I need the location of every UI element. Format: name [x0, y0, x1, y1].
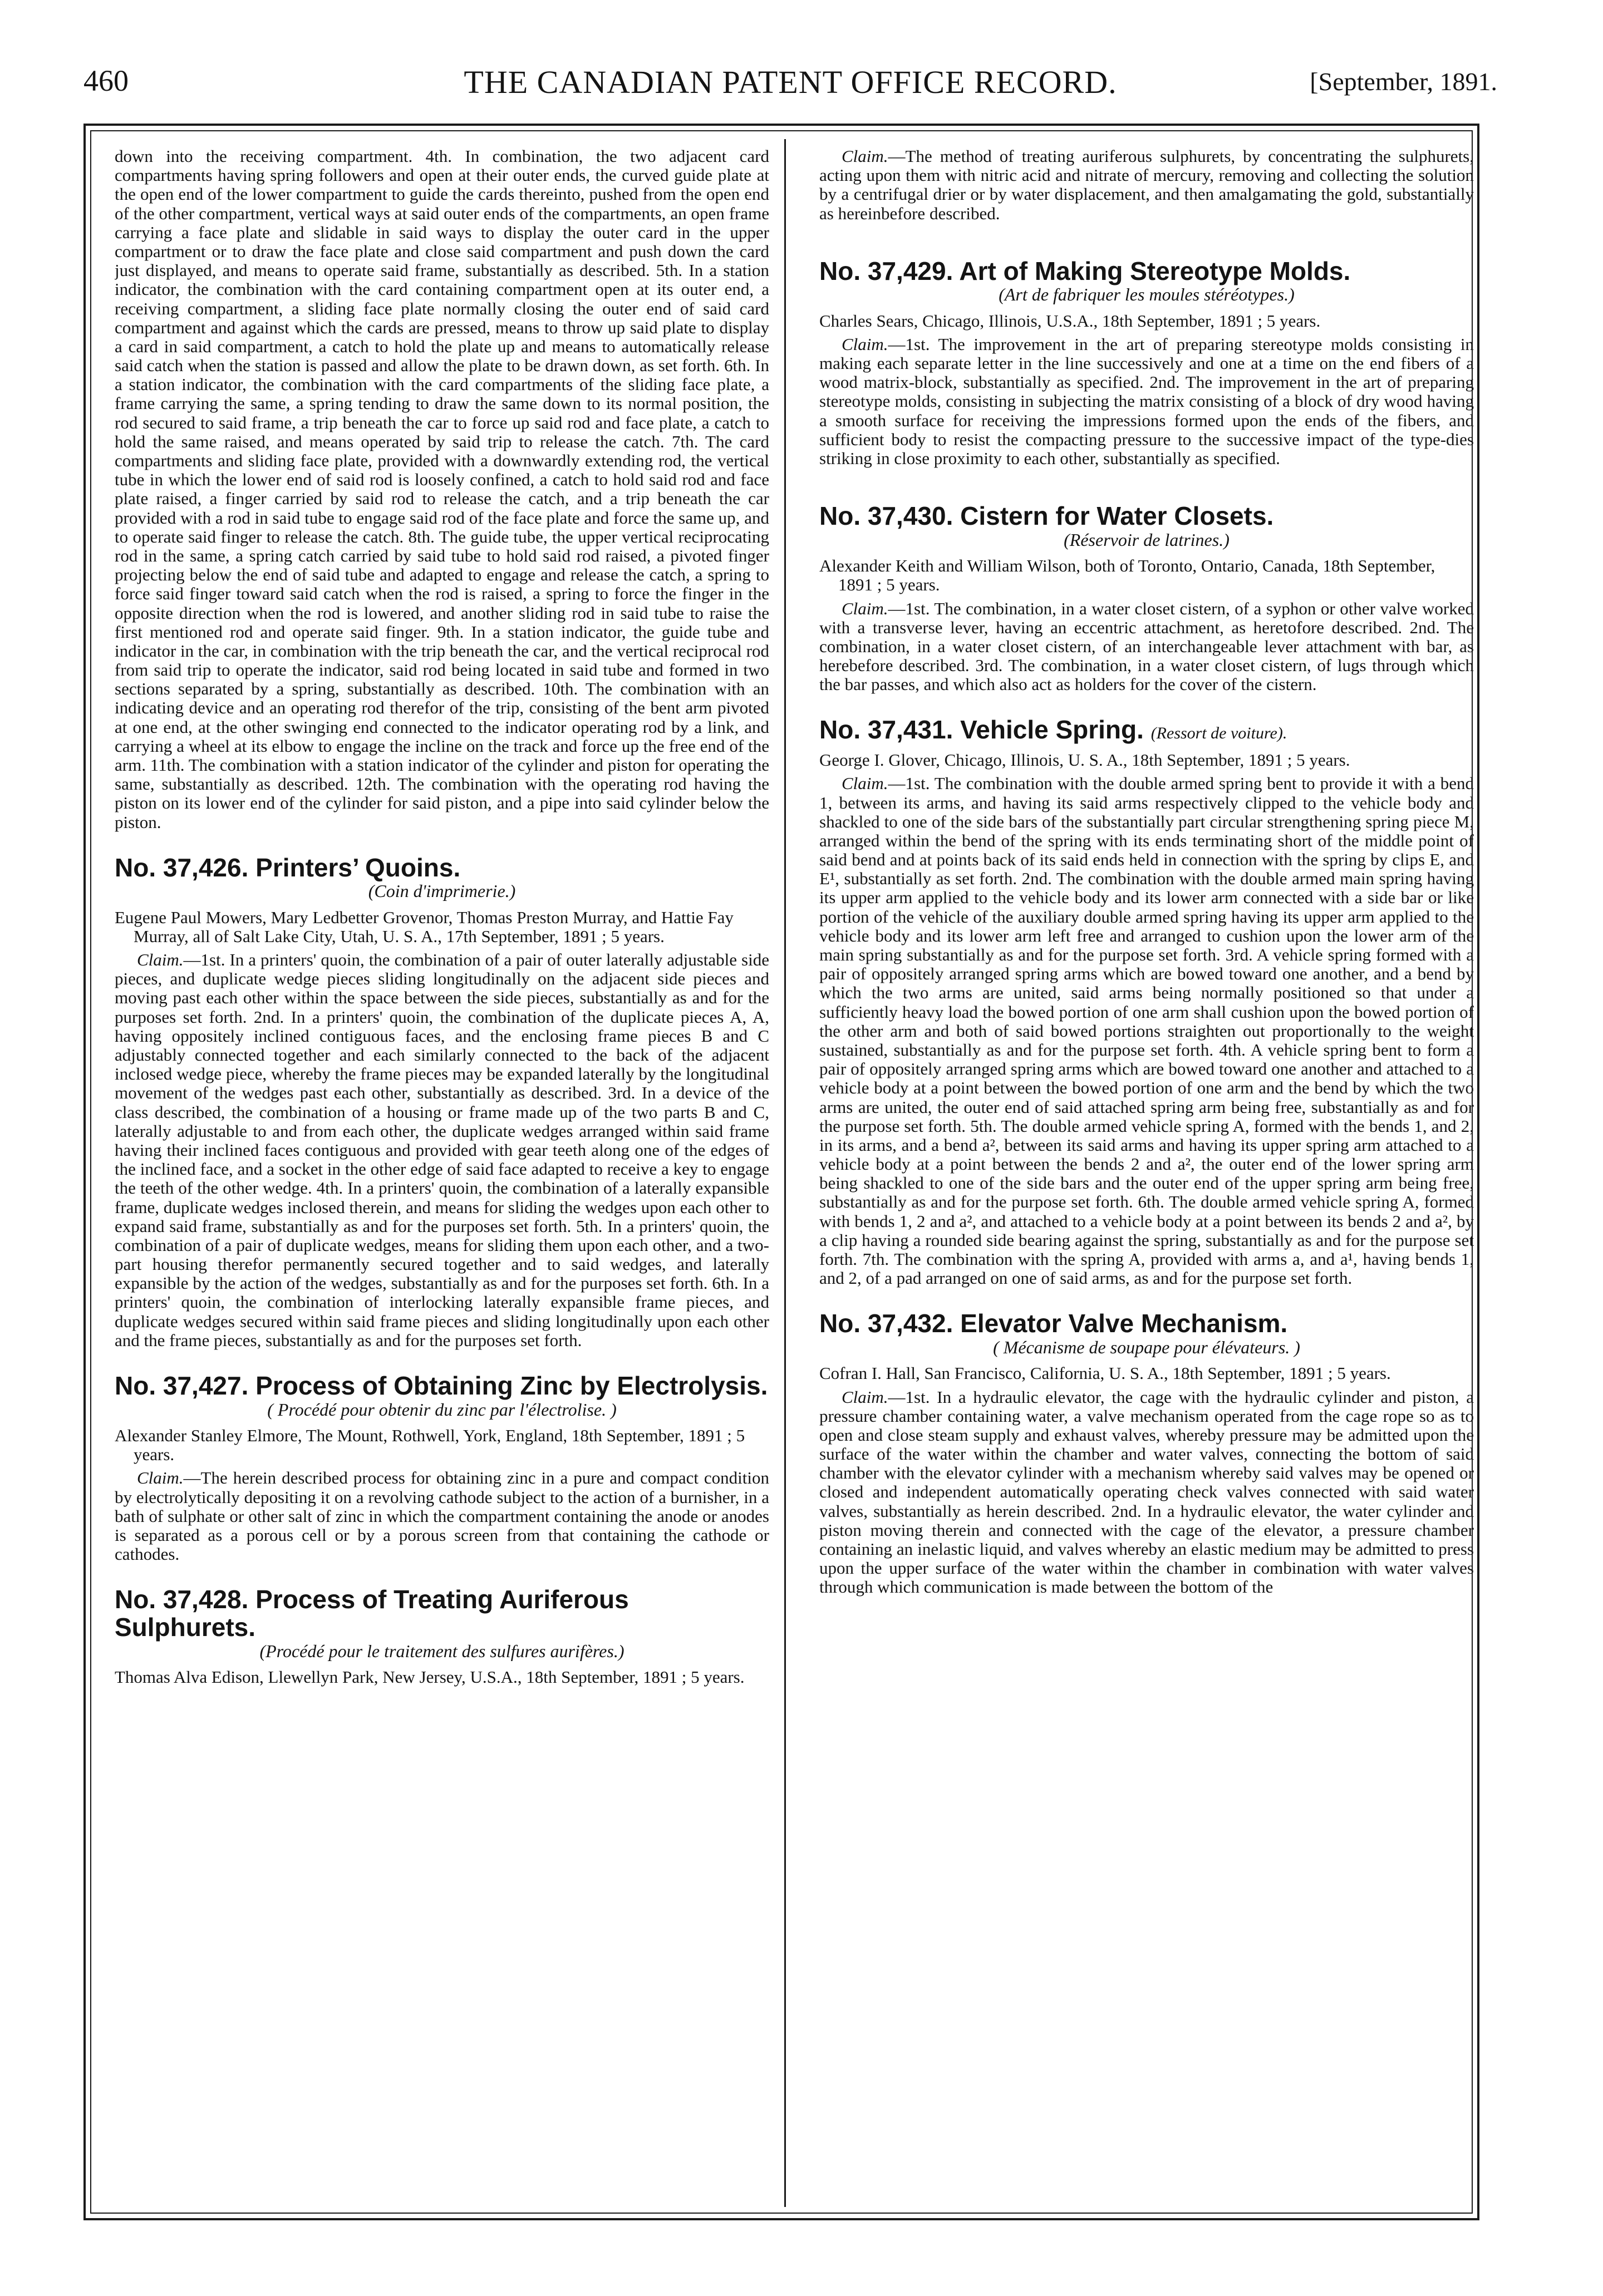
claim-text: —1st. The improvement in the art of preparing stereotype molds consisting in making each separate letter in the line successively and one at a time on the end fibers of a wood matrix-block, substantially as specified. 2nd. The improvement in the art of preparing stereotype molds, consisting in subjecting the matrix consisting of a block of dry wood having a smooth surface for receiving the impressions formed upon the ends of the fibers, and sufficient body to resist the compacting pressure to the successive impact of the type-dies striking in close proximity to each other, substantially as specified. — [819, 334, 1474, 469]
patent-claim-37427 — [115, 1469, 769, 1564]
page-header — [83, 60, 1497, 108]
patent-french-title-37432: ( Mécanisme de soupape pour élévateurs. ) — [993, 1337, 1300, 1358]
claim-label: Claim. — [842, 147, 888, 166]
patent-parties-37428: Thomas Alva Edison, Llewellyn Park, New Jersey, U.S.A., 18th September, 1891 ; 5 years. — [115, 1667, 745, 1687]
patent-claim-37429 — [819, 335, 1474, 468]
claim-text: —1st. In a hydraulic elevator, the cage with the hydraulic cylinder and piston, a pressure chamber containing water, a valve mechanism operated from the cage rope so as to open and close steam supply and exhaust valves, whereby pressure may be admitted upon the surface of the water within the chamber and water valves, connecting the bottom of said chamber with the elevator cylinder with a mechanism whereby said valves may be opened or closed and independent automatically operating check valves connected with said water valves, substantially as herein described. 2nd. In a hydraulic elevator, the water cylinder and piston moving therein and connected with the cage of the elevator, a pressure chamber containing an inelastic liquid, and valves whereby an elastic medium may be admitted to press upon the upper surface of the water within the chamber in combination with water valves through which communication is made between the bottom of the — [819, 1387, 1474, 1597]
patent-heading-37432: No. 37,432. Elevator Valve Mechanism. — [819, 1309, 1288, 1338]
left-column — [115, 147, 769, 2200]
patent-french-title-37427: ( Procédé pour obtenir du zinc par l'électrolise. ) — [267, 1399, 617, 1420]
claim-label: Claim. — [842, 598, 888, 618]
continued-claims: down into the receiving compartment. 4th. In combination, the two adjacent card compartments having spring followers and open at their outer ends, the curved guide plate at the open end of the lower compartment to guide the cards thereinto, pushed from the open end of the other compartment, vertical ways at said outer ends of the compartments, an open frame carrying a face plate and slidable in said ways to display the outer card in the upper compartment or to draw the face plate and close said compartment and push down the card just displayed, and means to operate said frame, substantially as described. 5th. In a station indicator, the combination with the card containing compartment open at its outer end, a receiving compartment, a sliding face plate normally closing the outer end of said card compartment and against which the cards are pressed, means to throw up said plate to display a card in said compartment, a catch to hold the plate up and means to automatically release said catch when the station is passed and allow the plate to be drawn down, as set forth. 6th. In a station indicator, the combination with the card compartments of the sliding face plate, a frame carrying the same, a spring tending to draw the same down to its normal position, the rod secured to said frame, a trip beneath the car to force up said rod and face plate, a catch to hold the same raised, and means operated by said trip to release the catch. 7th. The card compartments and sliding face plate, provided with a downwardly extending rod, the vertical tube in which the lower end of said rod is loosely confined, a catch to hold said rod and face plate raised, a finger carried by said rod to release the catch, and a trip beneath the car provided with a rod in said tube to engage said rod of the face plate and force the same up, and to operate said finger to release the catch. 8th. The guide tube, the upper vertical reciprocating rod in the same, a spring catch carried by said tube to hold said rod raised, a pivoted finger projecting below the end of said tube and adapted to engage and release the catch, a spring to force said finger toward said catch when the rod is raised, a spring to force the finger in the opposite direction when the rod is lowered, and another sliding rod in said tube to raise the first mentioned rod and operate said finger. 9th. In a station indicator, the guide tube and indicator in the car, in combination with the trip beneath the car, and the vertical reciprocal rod from said trip to operate the indicator, said rod being located in said tube and formed in two sections separated by a spring, substantially as described. 10th. The combination with an indicating device and an operating rod therefor of the trip, consisting of the bent arm pivoted at one end, at the other swinging end connected to the indicator operating rod by a link, and carrying a wheel at its elbow to engage the incline on the track and force up the free end of the arm. 11th. The combination with a station indicator of the cylinder and piston for operating the same, substantially as described. 12th. The combination with the operating rod having the piston on its lower end of the cylinder for said piston, and a pipe into said cylinder below the piston. — [115, 147, 769, 832]
patent-parties-37426: Eugene Paul Mowers, Mary Ledbetter Grovenor, Thomas Preston Murray, and Hattie Fay Murray, all of Salt Lake City, Utah, U. S. A., 17th September, 1891 ; 5 years. — [115, 907, 734, 946]
patent-claim-37426 — [115, 950, 769, 1350]
patent-heading-37428: No. 37,428. Process of Treating Auriferous Sulphurets. — [115, 1585, 629, 1642]
patent-parties-37431: George I. Glover, Chicago, Illinois, U. S. A., 18th September, 1891 ; 5 years. — [819, 750, 1350, 770]
claim-label: Claim. — [137, 1468, 184, 1488]
claim-text: —The method of treating auriferous sulphurets, by concentrating the sulphurets, acting upon them with nitric acid and nitrate of mercury, removing and collecting the solution by a centrifugal drier or by water displacement, and then amalgamating the gold, substantially as hereinbefore described. — [819, 147, 1474, 223]
claim-label: Claim. — [842, 334, 888, 354]
patent-heading-37429: No. 37,429. Art of Making Stereotype Molds. — [819, 256, 1351, 285]
page-number: 460 — [83, 64, 129, 97]
journal-title: THE CANADIAN PATENT OFFICE RECORD. — [464, 64, 1117, 100]
patent-claim-37432 — [819, 1388, 1474, 1597]
patent-parties-37432: Cofran I. Hall, San Francisco, California, U. S. A., 18th September, 1891 ; 5 years. — [819, 1363, 1391, 1383]
patent-heading-37430: No. 37,430. Cistern for Water Closets. — [819, 501, 1274, 531]
patent-heading-37427: No. 37,427. Process of Obtaining Zinc by Electrolysis. — [115, 1371, 768, 1401]
patent-parties-37429: Charles Sears, Chicago, Illinois, U.S.A., 18th September, 1891 ; 5 years. — [819, 311, 1321, 331]
patent-french-title-37430: (Réservoir de latrines.) — [1064, 529, 1230, 550]
patent-french-title-37429: (Art de fabriquer les moules stéréotypes.) — [999, 284, 1295, 305]
claim-text: —The herein described process for obtaining zinc in a pure and compact condition by electrolytically depositing it on a revolving cathode subject to the action of a burnisher, in a bath of sulphate or other salt of zinc in which the compartment containing the anode or anodes is separated as a porous cell or by a porous screen from that containing the cathode or cathodes. — [115, 1468, 769, 1564]
patent-parties-37427: Alexander Stanley Elmore, The Mount, Rothwell, York, England, 18th September, 1891 ; 5 years. — [115, 1425, 745, 1465]
right-column — [819, 147, 1474, 2200]
claim-text: —1st. In a printers' quoin, the combination of a pair of outer laterally adjustable side pieces, and duplicate wedge pieces sliding longitudinally on the adjacent side pieces and moving past each other within the space between the side pieces, substantially as and for the purposes set forth. 2nd. In a printers' quoin, the combination of the duplicate pieces A, A, having oppositely inclined contiguous faces, and the enclosing frame pieces B and C adjustably connected together and each similarly connected to the back of the adjacent inclosed wedge piece, whereby the frame pieces may be expanded laterally by the longitudinal movement of the wedges past each other, substantially as described. 3rd. In a device of the class described, the combination of a housing or frame made up of the two parts B and C, laterally adjustable to and from each other, the duplicate wedges arranged within said frame having their inclined faces contiguous and provided with gear teeth along one of the edges of the inclined face, and a socket in the other edge of said face adapted to receive a key to engage the teeth of the other wedge. 4th. In a printers' quoin, the combination of a laterally expansible frame, duplicate wedges inclosed therein, and means for sliding the wedges upon each other to expand said frame, substantially as and for the purposes set forth. 5th. In a printers' quoin, the combination of a pair of duplicate wedges, means for sliding them upon each other, and a two-part housing therefor permanently secured together and to said wedges, and laterally expansible by the action of the wedges, substantially as and for the purposes set forth. 6th. In a printers' quoin, the combination of interlocking laterally expansible frame pieces, and duplicate wedges secured within said frame pieces and sliding longitudinally upon each other and the frame pieces, substantially as and for the purposes set forth. — [115, 950, 769, 1350]
patent-claim-37431 — [819, 774, 1474, 1288]
patent-parties-37430: Alexander Keith and William Wilson, both of Toronto, Ontario, Canada, 18th September, 1891 ; 5 years. — [819, 556, 1435, 595]
patent-french-title-37431: (Ressort de voiture). — [1150, 724, 1287, 743]
patent-claim-37430 — [819, 599, 1474, 694]
claim-label: Claim. — [137, 950, 184, 970]
claim-label: Claim. — [842, 1387, 888, 1407]
patent-french-title-37426: (Coin d'imprimerie.) — [368, 881, 516, 901]
claim-label: Claim. — [842, 773, 888, 794]
heading-text: No. 37,431. Vehicle Spring. — [819, 715, 1144, 745]
patent-heading-37431 — [819, 716, 1474, 744]
claim-text: —1st. The combination, in a water closet cistern, of a syphon or other valve worked with a transverse lever, having an eccentric attachment, as heretofore described. 2nd. The combination, in a water closet cistern, of an interchangeable lever attachment with bar, as herebefore described. 3rd. The combination, in a water closet cistern, of lugs through which the bar passes, and which also act as holders for the cover of the cistern. — [819, 598, 1474, 694]
patent-french-title-37428: (Procédé pour le traitement des sulfures aurifères.) — [259, 1640, 625, 1661]
column-divider — [784, 139, 786, 2207]
patent-heading-37426: No. 37,426. Printers’ Quoins. — [115, 853, 461, 882]
patent-claim-37428 — [819, 147, 1474, 223]
claim-text: —1st. The combination with the double armed spring bent to provide it with a bend 1, between its arms, and having its said arms respectively clipped to the vehicle body and shackled to one of the side bars of the substantially part circular strengthening spring piece M, arranged within the bend of the spring with its ends terminating short of the middle point of said bend and at points back of its said ends held in connection with the spring by clips E, and E¹, substantially as set forth. 2nd. The combination with the double armed main spring having its upper arm applied to the vehicle body and its lower arm connected with a side bar or like portion of the vehicle of the auxiliary double armed spring having its upper arm applied to the vehicle body and its lower arm left free and arranged to cushion upon the lower arm of the main spring substantially as and for the purpose set forth. 3rd. A vehicle spring formed with a pair of oppositely arranged spring arms which are bowed toward one another, and a bend by which the two arms are united, said arms being normally positioned so that under a sufficiently heavy load the bowed portion of one arm shall cushion upon the bowed portion of the other arm and both of said bowed portions straighten out proportionally to the weight sustained, substantially as and for the purpose set forth. 4th. A vehicle spring bent to form a pair of oppositely arranged spring arms which are bowed toward one another and attached to a vehicle body at a point between the bowed portion of one arm and the bend by which the two arms are united, the outer end of said attached spring arm being free, substantially as and for the purpose set forth. 5th. The double armed vehicle spring A, formed with the bends 1, and 2, in its arms, and a bend a², between its said arms and having its upper spring arm attached to a vehicle body at a point between the bends 2 and a², the outer end of the lower spring arm being shackled to one of the side bars and the outer end of the upper spring arm being free, substantially as and for the purpose set forth. 6th. The double armed vehicle spring A, formed with bends 1, 2 and a², and attached to a vehicle body at a point between its bends 2 and a², by a clip having a rounded side bearing against the spring, substantially as and for the purpose set forth. 7th. The combination with the spring A, provided with arms a, and a¹, having bends 1, and 2, of a pad arranged on one of said arms, as and for the purpose set forth. — [819, 773, 1474, 1288]
issue-date: [September, 1891. — [1310, 67, 1497, 96]
